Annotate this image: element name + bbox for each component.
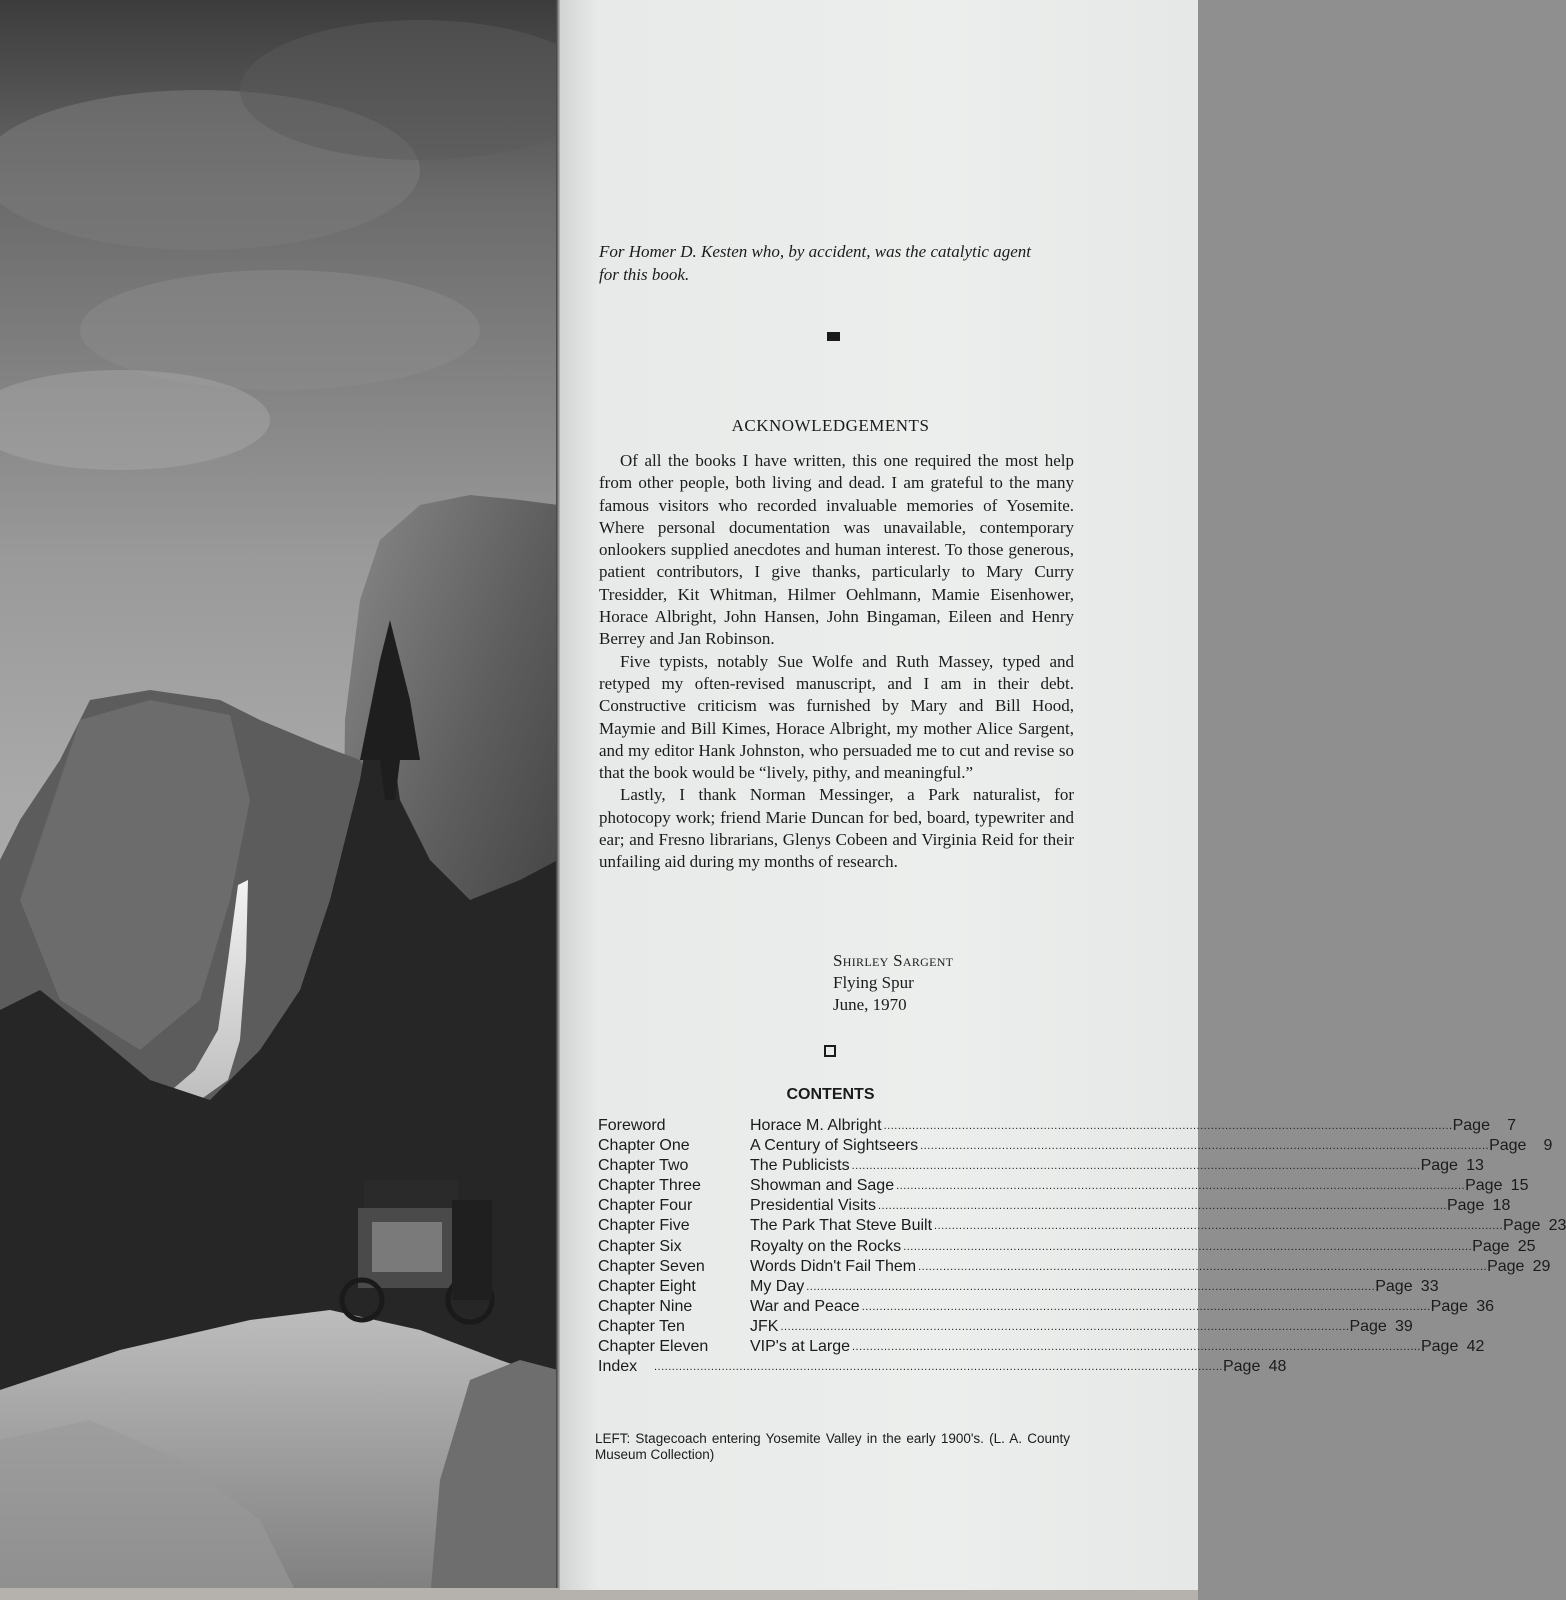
- toc-page-number: 23: [1548, 1217, 1566, 1235]
- dedication: For Homer D. Kesten who, by accident, was the catalytic agent for this book.: [599, 242, 1031, 284]
- toc-page-number: 42: [1466, 1338, 1485, 1356]
- toc-chapter-title: JFK: [750, 1317, 779, 1335]
- toc-chapter-label: Chapter Seven: [598, 1257, 705, 1275]
- toc-chapter-label: Chapter Five: [598, 1217, 690, 1235]
- toc-leader-dots: ................................................................................................................................................................: [934, 1220, 1503, 1233]
- toc-leader-dots: ................................................................................................................................................................: [896, 1180, 1466, 1193]
- toc-page-label: Page: [1349, 1317, 1387, 1335]
- toc-chapter-label: Foreword: [598, 1117, 666, 1134]
- toc-leader-dots: ................................................................................................................................................................: [877, 1200, 1447, 1213]
- toc-chapter-title: A Century of Sightseers: [750, 1137, 919, 1155]
- toc-chapter-label: Chapter Six: [598, 1237, 682, 1255]
- toc-page-label: Page: [1489, 1137, 1527, 1155]
- toc-page-number: 25: [1517, 1237, 1536, 1255]
- toc-page-label: Page: [1420, 1157, 1458, 1175]
- toc-chapter-label: Chapter Ten: [598, 1317, 685, 1335]
- toc-entry: [598, 1156, 1484, 1176]
- toc-chapter-title: War and Peace: [750, 1297, 860, 1315]
- toc-chapter-label: Chapter Three: [598, 1177, 701, 1195]
- toc-page-number: 48: [1268, 1358, 1287, 1376]
- toc-page-label: Page: [1503, 1217, 1541, 1235]
- toc-page-label: Page: [1487, 1257, 1525, 1275]
- toc-page-label: Page: [1465, 1177, 1503, 1195]
- toc-chapter-label: Chapter Eight: [598, 1277, 696, 1295]
- toc-page-number: 9: [1543, 1137, 1553, 1155]
- toc-page-number: 33: [1420, 1277, 1439, 1295]
- toc-chapter-title: My Day: [750, 1277, 805, 1295]
- contents-title: CONTENTS: [786, 1086, 875, 1103]
- toc-leader-dots: ................................................................................................................................................................: [852, 1341, 1421, 1354]
- toc-chapter-title: Presidential Visits: [750, 1197, 876, 1215]
- toc-chapter-title: Royalty on the Rocks: [750, 1237, 902, 1255]
- toc-page-number: 7: [1507, 1117, 1516, 1134]
- toc-chapter-title: The Publicists: [750, 1157, 850, 1175]
- toc-leader-dots: ................................................................................................................................................................: [654, 1361, 1223, 1374]
- stagecoach-photo: [0, 0, 558, 1600]
- toc-chapter-title: Words Didn't Fail Them: [750, 1257, 917, 1275]
- toc-chapter-title: The Park That Steve Built: [750, 1217, 933, 1235]
- toc-page-label: Page: [1452, 1117, 1490, 1134]
- toc-chapter-label: Chapter Two: [598, 1157, 689, 1175]
- author-name: Shirley Sargent: [833, 951, 954, 970]
- toc-leader-dots: ................................................................................................................................................................: [780, 1320, 1350, 1333]
- toc-page-label: Page: [1222, 1358, 1261, 1376]
- toc-entry: [598, 1216, 1566, 1236]
- right-page: [560, 0, 1566, 1590]
- signature-place: Flying Spur: [833, 973, 914, 992]
- toc-chapter-label: Index: [598, 1358, 638, 1376]
- toc-leader-dots: ................................................................................................................................................................: [918, 1260, 1488, 1273]
- toc-page-number: 29: [1532, 1257, 1551, 1275]
- toc-page-label: Page: [1420, 1338, 1459, 1356]
- toc-page-number: 39: [1395, 1317, 1413, 1335]
- toc-chapter-title: Showman and Sage: [750, 1177, 895, 1195]
- signature-block: [833, 950, 953, 1016]
- toc-page-label: Page: [1446, 1197, 1485, 1215]
- toc-entry: [598, 1116, 1516, 1136]
- toc-page-number: 18: [1492, 1197, 1511, 1215]
- toc-entry: [598, 1317, 1413, 1337]
- toc-page-number: 36: [1476, 1297, 1495, 1315]
- signature-date: June, 1970: [833, 995, 907, 1014]
- toc-leader-dots: ................................................................................................................................................................: [920, 1140, 1490, 1153]
- toc-leader-dots: ................................................................................................................................................................: [806, 1280, 1376, 1293]
- toc-page-label: Page: [1472, 1237, 1510, 1255]
- toc-leader-dots: ................................................................................................................................................................: [883, 1120, 1453, 1132]
- photo-caption: LEFT: Stagecoach entering Yosemite Valley in the early 1900's. (L. A. County Museum Collection): [595, 1431, 1070, 1462]
- toc-leader-dots: ................................................................................................................................................................: [903, 1240, 1473, 1253]
- toc-entry: [598, 1277, 1439, 1297]
- toc-chapter-label: Chapter Eleven: [598, 1338, 709, 1356]
- acknowledgements-body: [599, 450, 1074, 874]
- toc-entry: [598, 1196, 1511, 1216]
- toc-page-label: Page: [1430, 1297, 1469, 1315]
- toc-entry: [598, 1337, 1485, 1357]
- table-of-contents: [598, 1116, 1566, 1377]
- toc-chapter-title: Horace M. Albright: [750, 1117, 882, 1134]
- toc-chapter-label: Chapter Nine: [598, 1297, 693, 1315]
- toc-chapter-label: Chapter Four: [598, 1197, 693, 1215]
- toc-leader-dots: ................................................................................................................................................................: [861, 1300, 1431, 1313]
- toc-leader-dots: ................................................................................................................................................................: [851, 1160, 1421, 1173]
- toc-chapter-label: Chapter One: [598, 1137, 690, 1155]
- toc-page-number: 13: [1466, 1157, 1484, 1175]
- acknowledgements-title: ACKNOWLEDGEMENTS: [731, 416, 930, 435]
- toc-page-number: 15: [1510, 1177, 1529, 1195]
- toc-page-label: Page: [1375, 1277, 1413, 1295]
- toc-entry: [598, 1257, 1551, 1277]
- acknowledgements-paragraph: Five typists, notably Sue Wolfe and Ruth Massey, typed and retyped my often-revised manuscript, and I am in their debt. Constructive criticism was furnished by Mary and Bill Hood, Maymie and Bill Kimes, Horace Albright, my mother Alice Sargent, and my editor Hank Johnston, who persuaded me to cut and revise so that the book would be “lively, pithy, and meaningful.”: [599, 651, 1074, 783]
- toc-entry: [598, 1357, 1287, 1377]
- yosemite-valley-photo-icon: [0, 0, 558, 1600]
- toc-entry: [598, 1136, 1553, 1156]
- toc-entry: [598, 1237, 1536, 1257]
- acknowledgements-paragraph: Lastly, I thank Norman Messinger, a Park naturalist, for photocopy work; friend Marie Duncan for bed, board, typewriter and ear; and Fresno librarians, Glenys Cobeen and Virginia Reid for their unfailing aid during my months of research.: [599, 785, 1074, 872]
- hollow-square-ornament-icon: [824, 1045, 836, 1057]
- toc-entry: [598, 1297, 1495, 1317]
- acknowledgements-paragraph: Of all the books I have written, this one required the most help from other people, both living and dead. I am grateful to the many famous visitors who recorded invaluable memories of Yosemite. Where personal documentation was unavailable, contemporary onlookers supplied anecdotes and human interest. To those generous, patient contributors, I give thanks, particularly to Mary Curry Tresidder, Kit Whitman, Hilmer Oehlmann, Mamie Eisenhower, Horace Albright, John Hansen, John Bingaman, Eileen and Henry Berrey and Jan Robinson.: [599, 451, 1074, 649]
- solid-square-ornament-icon: [827, 332, 840, 341]
- toc-entry: [598, 1176, 1529, 1196]
- toc-chapter-title: VIP's at Large: [750, 1338, 850, 1356]
